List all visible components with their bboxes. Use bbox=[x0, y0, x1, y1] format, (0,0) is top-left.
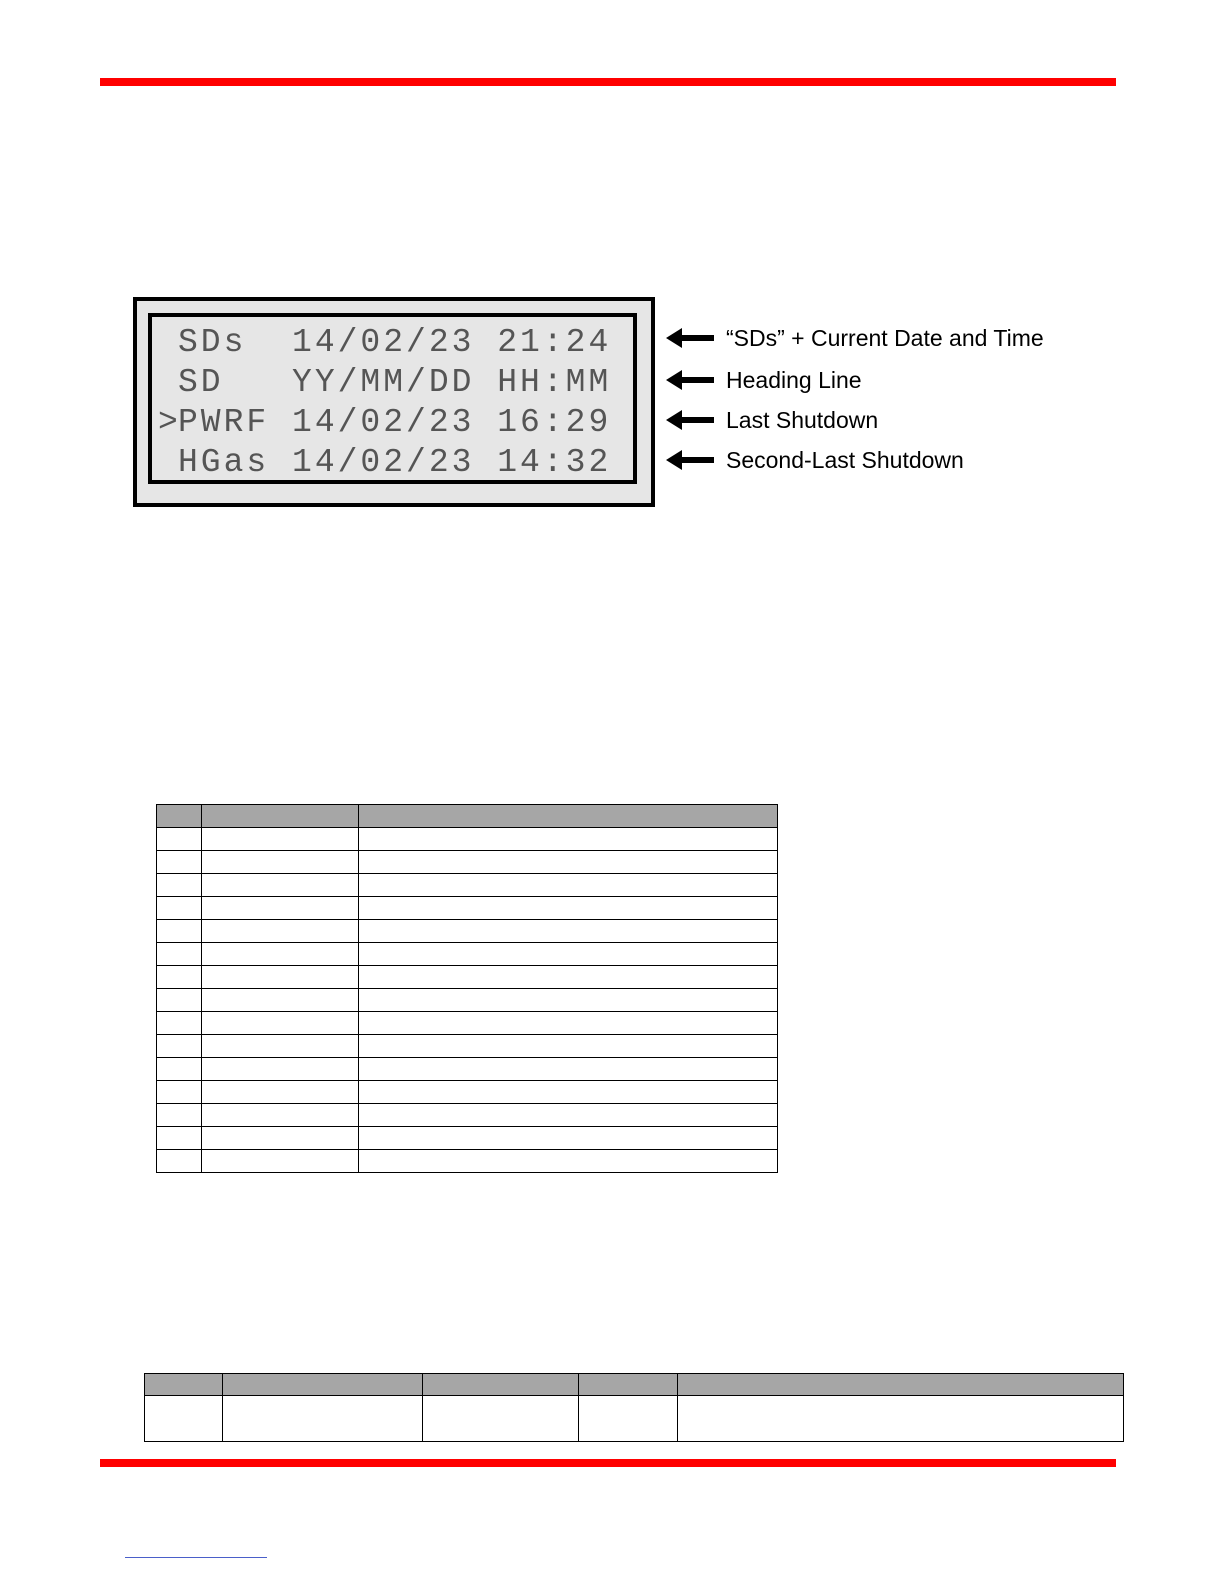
table-header-cell bbox=[157, 805, 202, 828]
arrow-left-icon bbox=[666, 328, 714, 348]
table-row bbox=[157, 874, 778, 897]
table-row bbox=[157, 943, 778, 966]
parameter-table bbox=[144, 1373, 1124, 1442]
table-row bbox=[157, 897, 778, 920]
lcd-screen bbox=[148, 313, 637, 484]
annotation-label: Second-Last Shutdown bbox=[726, 446, 964, 473]
footer-rule bbox=[100, 1459, 1116, 1467]
lcd-line-2: SD YY/MM/DD HH:MM bbox=[178, 364, 612, 401]
lcd-line-1: SDs 14/02/23 21:24 bbox=[178, 324, 612, 361]
shutdown-codes-table bbox=[156, 804, 778, 1173]
arrow-left-icon bbox=[666, 370, 714, 390]
table-row bbox=[157, 1012, 778, 1035]
table-row bbox=[157, 828, 778, 851]
table-row bbox=[157, 989, 778, 1012]
annotation-current-datetime bbox=[666, 324, 1044, 352]
lcd-line-4: HGas 14/02/23 14:32 bbox=[178, 444, 612, 481]
arrow-left-icon bbox=[666, 410, 714, 430]
table-header-cell bbox=[678, 1374, 1124, 1396]
table-header-row bbox=[145, 1374, 1124, 1396]
annotation-label: Heading Line bbox=[726, 366, 862, 393]
lcd-line-3: PWRF 14/02/23 16:29 bbox=[178, 404, 612, 441]
arrow-left-icon bbox=[666, 450, 714, 470]
annotation-last-shutdown bbox=[666, 406, 878, 434]
table-row bbox=[157, 851, 778, 874]
table-row bbox=[157, 966, 778, 989]
table-row bbox=[157, 1104, 778, 1127]
table-header-cell bbox=[359, 805, 778, 828]
table-row bbox=[145, 1396, 1124, 1442]
annotation-label: Last Shutdown bbox=[726, 406, 879, 433]
table-row bbox=[157, 1127, 778, 1150]
table-header-cell bbox=[145, 1374, 223, 1396]
annotation-second-last-shutdown bbox=[666, 446, 964, 474]
header-rule bbox=[100, 78, 1116, 86]
lcd-cursor: > bbox=[158, 404, 178, 441]
table-row bbox=[157, 920, 778, 943]
table-header-cell bbox=[423, 1374, 579, 1396]
lcd-display bbox=[133, 297, 655, 507]
table-row bbox=[157, 1035, 778, 1058]
table-header-row bbox=[157, 805, 778, 828]
annotation-heading-line bbox=[666, 366, 862, 394]
table-row bbox=[157, 1058, 778, 1081]
footer-link-underline[interactable] bbox=[125, 1557, 267, 1558]
table-header-cell bbox=[223, 1374, 423, 1396]
table-header-cell bbox=[579, 1374, 678, 1396]
annotation-label: “SDs” + Current Date and Time bbox=[726, 324, 1044, 351]
table-row bbox=[157, 1150, 778, 1173]
table-row bbox=[157, 1081, 778, 1104]
table-header-cell bbox=[202, 805, 359, 828]
